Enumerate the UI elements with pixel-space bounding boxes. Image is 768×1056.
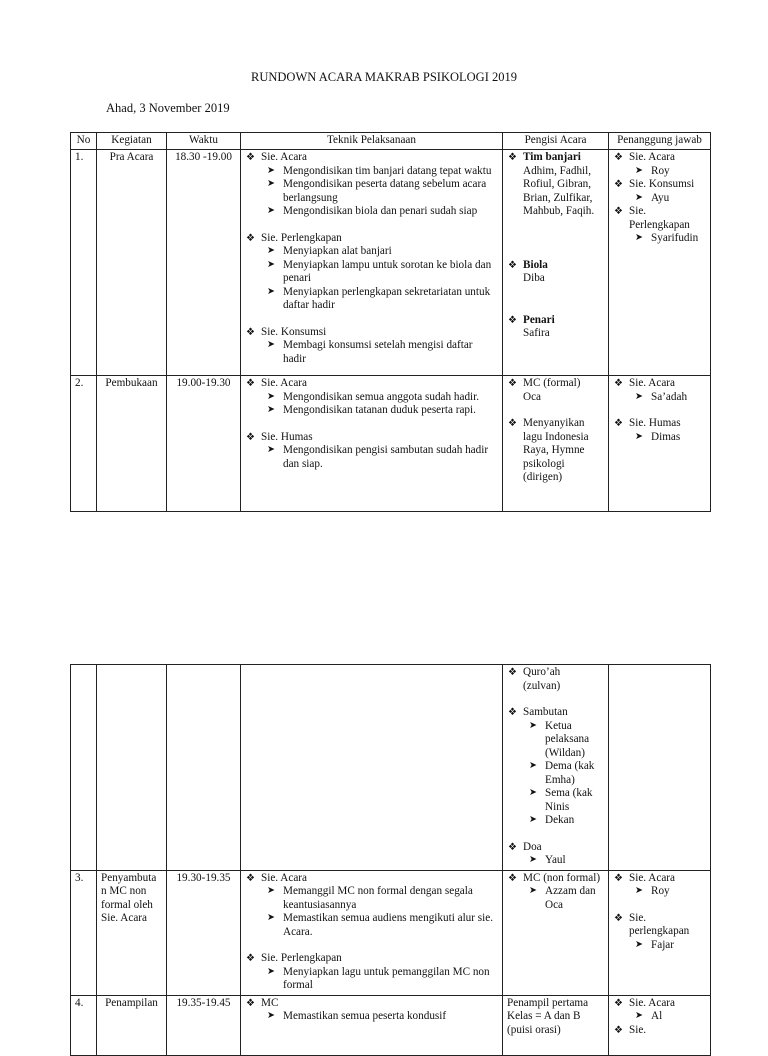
list-item: ➤ Dema (kak Emha) [527, 760, 604, 787]
row-waktu: 19.00-19.30 [167, 376, 241, 512]
list-item: ❖ Sie. Perlengkapan ➤ Menyiapkan alat banjari ➤ Menyiapkan lampu untuk sorotan ke biola dan penari ➤ Menyiapkan perlengkapan sekretariatan untuk daftar hadir [245, 232, 498, 313]
row-waktu: 19.35-19.45 [167, 995, 241, 1055]
row-no: 1. [71, 150, 97, 376]
list-item: ➤ Menyiapkan lampu untuk sorotan ke biola dan penari [265, 259, 498, 286]
row-no: 3. [71, 870, 97, 995]
list-item: ❖ MC ➤ Memastikan semua peserta kondusif [245, 997, 498, 1024]
row-pj [609, 995, 711, 1055]
list-item: ❖ Sie. Acara ➤ Mengondisikan semua anggota sudah hadir. ➤ Mengondisikan tatanan duduk peserta rapi. [245, 377, 498, 418]
list-item: ❖ Sambutan ➤ Ketua pelaksana (Wildan) ➤ Dema (kak Emha) ➤ Sema (kak Ninis ➤ Dekan [507, 706, 604, 828]
list-item: ❖ Sie. perlengkapan ➤ Fajar [613, 912, 706, 953]
list-item: ❖ Sie. Acara ➤ Roy [613, 151, 706, 178]
list-item: ➤ Dekan [527, 814, 604, 828]
list-item: ❖ Biola Diba [507, 259, 604, 286]
rundown-table-part2 [70, 664, 711, 1056]
row-pengisi [503, 870, 609, 995]
list-item: ➤ Ketua pelaksana (Wildan) [527, 720, 604, 761]
row-teknik [241, 665, 503, 871]
table-row [71, 870, 711, 995]
list-item: ❖ Quro’ah (zulvan) [507, 666, 604, 693]
list-item: ➤ Mengondisikan pengisi sambutan sudah hadir dan siap. [265, 444, 498, 471]
header-pj: Penanggung jawab [609, 133, 711, 150]
row-pj [609, 665, 711, 871]
list-item: ➤ Mengondisikan tatanan duduk peserta rapi. [265, 404, 498, 418]
table-row [71, 150, 711, 376]
list-item: ➤ Sema (kak Ninis [527, 787, 604, 814]
row-kegiatan: Penampilan [97, 995, 167, 1055]
list-item: ❖ Sie. Acara ➤ Al [613, 997, 706, 1024]
table-row [71, 376, 711, 512]
row-no: 2. [71, 376, 97, 512]
row-waktu: 18.30 -19.00 [167, 150, 241, 376]
list-item: ➤ Memastikan semua peserta kondusif [265, 1010, 498, 1024]
list-item: ❖ Tim banjari Adhim, Fadhil, Rofiul, Gibran, Brian, Zulfikar, Mahbub, Faqih. [507, 151, 604, 219]
header-waktu: Waktu [167, 133, 241, 150]
list-item: ➤ Memanggil MC non formal dengan segala keantusiasannya [265, 885, 498, 912]
list-item: ❖ Sie. Acara ➤ Sa’adah [613, 377, 706, 404]
list-item: ❖ Sie. Perlengkapan ➤ Menyiapkan lagu untuk pemanggilan MC non formal [245, 952, 498, 993]
list-item: ❖ Doa ➤ Yaul [507, 841, 604, 868]
list-item: ➤ Al [633, 1010, 706, 1024]
list-item: ❖ Sie. Acara ➤ Mengondisikan tim banjari datang tepat waktu ➤ Mengondisikan peserta datang sebelum acara berlangsung ➤ Mengondisikan biola dan penari sudah siap [245, 151, 498, 219]
list-item: ➤ Yaul [527, 854, 604, 868]
list-item: ➤ Syarifudin [633, 232, 706, 246]
list-item: ➤ Fajar [633, 939, 706, 953]
list-item: ➤ Menyiapkan perlengkapan sekretariatan untuk daftar hadir [265, 286, 498, 313]
list-item: ❖ Sie. Konsumsi ➤ Ayu [613, 178, 706, 205]
row-kegiatan: Pra Acara [97, 150, 167, 376]
list-item: ➤ Mengondisikan peserta datang sebelum acara berlangsung [265, 178, 498, 205]
row-pj [609, 376, 711, 512]
document-date: Ahad, 3 November 2019 [106, 101, 230, 115]
row-waktu: 19.30-19.35 [167, 870, 241, 995]
list-item: ➤ Mengondisikan tim banjari datang tepat waktu [265, 165, 498, 179]
row-pengisi: Penampil pertama Kelas = A dan B (puisi orasi) [503, 995, 609, 1055]
list-item: ➤ Mengondisikan semua anggota sudah hadir. [265, 391, 498, 405]
list-item: ❖ Penari Safira [507, 314, 604, 341]
row-teknik [241, 150, 503, 376]
list-item: ➤ Menyiapkan alat banjari [265, 245, 498, 259]
header-kegiatan: Kegiatan [97, 133, 167, 150]
row-no: 4. [71, 995, 97, 1055]
list-item: ➤ Ayu [633, 192, 706, 206]
list-item: ➤ Mengondisikan biola dan penari sudah siap [265, 205, 498, 219]
list-item: ❖ Sie. Acara ➤ Memanggil MC non formal dengan segala keantusiasannya ➤ Memastikan semua audiens mengikuti alur sie. Acara. [245, 872, 498, 940]
table-row [71, 665, 711, 871]
header-no: No [71, 133, 97, 150]
row-waktu [167, 665, 241, 871]
row-pengisi [503, 376, 609, 512]
rundown-table-part1 [70, 132, 711, 512]
list-item: ➤ Membagi konsumsi setelah mengisi daftar hadir [265, 339, 498, 366]
row-kegiatan: Penyambuta n MC non formal oleh Sie. Acara [97, 870, 167, 995]
table-row [71, 995, 711, 1055]
row-teknik [241, 995, 503, 1055]
list-item: ❖ MC (non formal) ➤ Azzam dan Oca [507, 872, 604, 913]
row-pj [609, 870, 711, 995]
list-item: ➤ Dimas [633, 431, 706, 445]
list-item: ❖ Sie. Perlengkapan ➤ Syarifudin [613, 205, 706, 246]
list-item: ➤ Menyiapkan lagu untuk pemanggilan MC non formal [265, 966, 498, 993]
row-pengisi [503, 665, 609, 871]
list-item: ➤ Memastikan semua audiens mengikuti alur sie. Acara. [265, 912, 498, 939]
list-item: ➤ Azzam dan Oca [527, 885, 604, 912]
row-kegiatan [97, 665, 167, 871]
list-item: ❖ Sie. Acara ➤ Roy [613, 872, 706, 899]
list-item: ❖ Sie. Humas ➤ Mengondisikan pengisi sambutan sudah hadir dan siap. [245, 431, 498, 472]
list-item: ❖ Menyanyikan lagu Indonesia Raya, Hymne psikologi (dirigen) [507, 417, 604, 485]
list-item: ❖ Sie. Humas ➤ Dimas [613, 417, 706, 444]
list-item: ❖ MC (formal) Oca [507, 377, 604, 404]
row-pj [609, 150, 711, 376]
row-kegiatan: Pembukaan [97, 376, 167, 512]
document-title: RUNDOWN ACARA MAKRAB PSIKOLOGI 2019 [251, 70, 517, 84]
row-pengisi [503, 150, 609, 376]
list-item: ➤ Roy [633, 885, 706, 899]
list-item: ➤ Sa’adah [633, 391, 706, 405]
row-teknik [241, 870, 503, 995]
list-item: ➤ Roy [633, 165, 706, 179]
header-teknik: Teknik Pelaksanaan [241, 133, 503, 150]
header-pengisi: Pengisi Acara [503, 133, 609, 150]
row-teknik [241, 376, 503, 512]
table-header-row [71, 133, 711, 150]
list-item: ❖ Sie. [613, 1024, 706, 1038]
row-no [71, 665, 97, 871]
list-item: ❖ Sie. Konsumsi ➤ Membagi konsumsi setelah mengisi daftar hadir [245, 326, 498, 367]
